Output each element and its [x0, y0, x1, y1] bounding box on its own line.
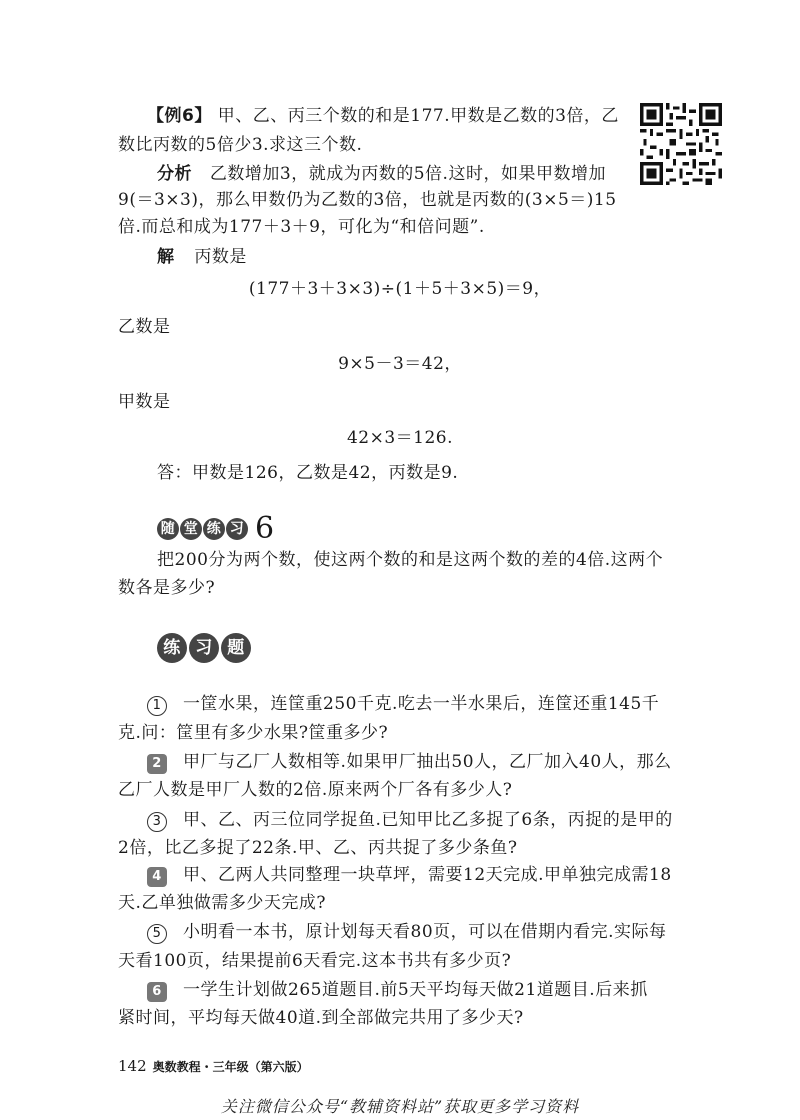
practice-badge-char: 练 [203, 518, 225, 540]
exercises-badge-char: 题 [221, 633, 251, 663]
practice-heading [157, 510, 275, 547]
exercise-text: 甲厂与乙厂人数相等.如果甲厂抽出50人，乙厂加入40人，那么 [183, 752, 672, 772]
practice-number: 6 [255, 510, 275, 546]
analysis-text-1: 乙数增加3，就成为丙数的5倍.这时，如果甲数增加 [209, 164, 606, 184]
practice-badge-char: 随 [157, 518, 179, 540]
analysis-text-3: 倍.而总和成为177＋3＋9，可化为“和倍问题”. [118, 217, 485, 237]
exercise-text: 乙厂人数是甲厂人数的2倍.原来两个厂各有多少人? [118, 780, 513, 800]
exercise-number: 3 [147, 812, 167, 832]
practice-badge-char: 堂 [180, 518, 202, 540]
exercise-text: 克.问：筐里有多少水果?筐重多少? [118, 723, 389, 743]
example-line-1 [147, 104, 619, 128]
exercises-badge-char: 练 [157, 633, 187, 663]
exercise-number: 2 [147, 754, 167, 774]
exercise-item [147, 750, 672, 774]
exercise-text: 甲、乙两人共同整理一块草坪，需要12天完成.甲单独完成需18 [183, 865, 672, 885]
exercise-item [147, 978, 648, 1002]
yi-label: 乙数是 [118, 317, 171, 337]
exercise-number: 4 [147, 867, 167, 887]
equation-3: 42×3＝126. [346, 428, 454, 448]
exercise-text: 小明看一本书，原计划每天看80页，可以在借期内看完.实际每 [183, 922, 667, 942]
practice-text-2: 数各是多少? [118, 578, 216, 598]
solution-text: 丙数是 [194, 247, 247, 267]
qr-code-icon [640, 103, 722, 185]
solution-line [157, 245, 247, 269]
exercise-item [147, 692, 659, 716]
example-text-1: 甲、乙、丙三个数的和是177.甲数是乙数的3倍，乙 [217, 106, 619, 126]
exercises-heading [157, 630, 253, 666]
watermark: 关注微信公众号“教辅资料站”获取更多学习资料 [220, 1097, 580, 1116]
exercise-item [147, 920, 667, 944]
exercise-text: 甲、乙、丙三位同学捉鱼.已知甲比乙多捉了6条，丙捉的是甲的 [183, 810, 673, 830]
exercise-text: 一学生计划做265道题目.前5天平均每天做21道题目.后来抓 [183, 980, 648, 1000]
practice-badge-char: 习 [226, 518, 248, 540]
practice-text-1: 把200分为两个数，使这两个数的和是这两个数的差的4倍.这两个 [157, 550, 664, 570]
analysis-line-1 [157, 162, 606, 186]
exercise-item [147, 808, 673, 832]
example-label: 【例6】 [147, 106, 212, 126]
solution-label: 解 [157, 247, 175, 267]
page-footer [118, 1057, 309, 1075]
exercise-text: 天.乙单独做需多少天完成? [118, 893, 327, 913]
exercise-text: 天看100页，结果提前6天看完.这本书共有多少页? [118, 951, 512, 971]
exercise-number: 5 [147, 924, 167, 944]
exercise-number: 6 [147, 982, 167, 1002]
exercise-number: 1 [147, 696, 167, 716]
example-text-2: 数比丙数的5倍少3.求这三个数. [118, 135, 363, 155]
jia-label: 甲数是 [118, 392, 171, 412]
analysis-label: 分析 [157, 164, 192, 184]
exercises-badge-char: 习 [189, 633, 219, 663]
exercise-item [147, 863, 672, 887]
answer-text: 答：甲数是126，乙数是42，丙数是9. [157, 463, 459, 483]
equation-2: 9×5－3＝42， [338, 354, 462, 374]
exercise-text: 一筐水果，连筐重250千克.吃去一半水果后，连筐还重145千 [183, 694, 660, 714]
page-number: 142 [118, 1057, 147, 1075]
equation-1: (177＋3＋3×3)÷(1＋5＋3×5)＝9， [248, 279, 552, 299]
exercise-text: 2倍，比乙多捉了22条.甲、乙、丙共捉了多少条鱼? [118, 838, 518, 858]
book-title: 奥数教程・三年级（第六版） [152, 1060, 309, 1074]
analysis-text-2: 9(＝3×3)，那么甲数仍为乙数的3倍，也就是丙数的(3×5＝)15 [118, 190, 617, 210]
exercise-text: 紧时间，平均每天做40道.到全部做完共用了多少天? [118, 1008, 524, 1028]
